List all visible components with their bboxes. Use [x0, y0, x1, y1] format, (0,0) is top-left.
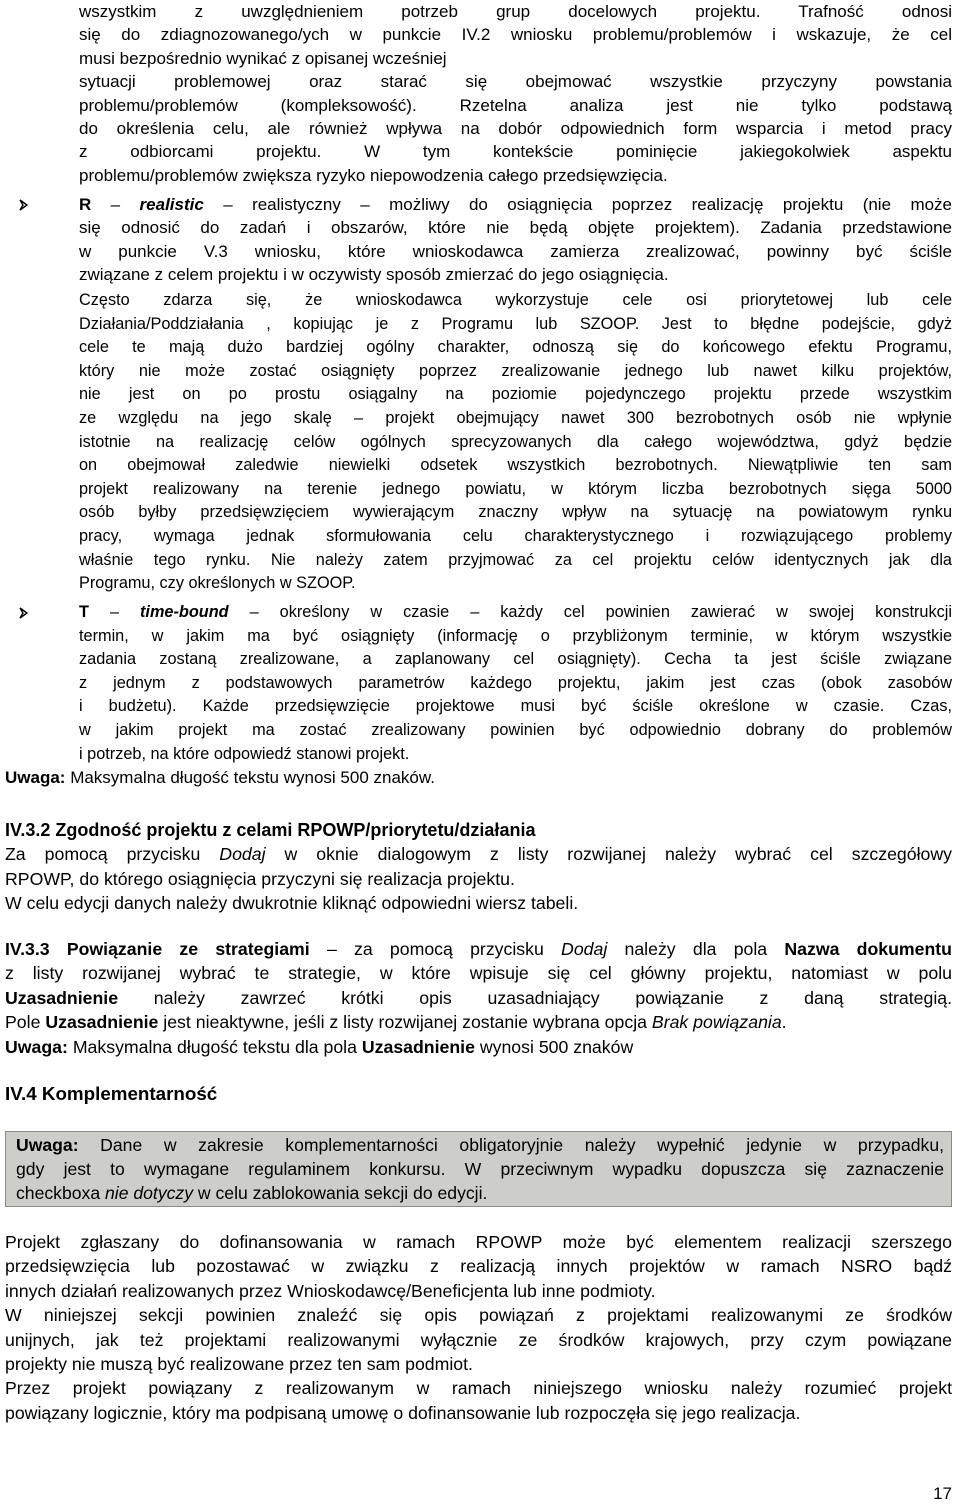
text-line: właśnie tego rynku. Nie należy zatem przyjmować za cel projektu celów identycznych jak dla [79, 550, 952, 569]
note-label: Uwaga: [5, 768, 66, 787]
section-iv-3-3 [0, 937, 960, 1059]
text-line: gdy jest to wymagane regulaminem konkursu. W przeciwnym wypadku dopuszcza się zaznaczenie [16, 1159, 944, 1180]
text-line: Działania/Poddziałania , kopiując je z Programu lub SZOOP. Jest to błędne podejście, gdyż [79, 314, 952, 333]
note-box-text [16, 1133, 944, 1206]
text-line: który nie może zostać osiągnięty poprzez zrealizowanie jednego lub nawet kilku projektów, [79, 361, 952, 380]
text-run: . [781, 1012, 787, 1033]
text-line: się do zdiagnozowanego/ych w punkcie IV.2 wniosku problemu/problemów i wskazuje, że cel [79, 25, 952, 45]
text-run: checkboxa [16, 1183, 105, 1204]
text-run: w oknie dialogowym z listy rozwijanej należy wybrać cel szczegółowy [265, 844, 952, 865]
text-line: ze względu na jego skalę – projekt obejmujący nawet 300 bezrobotnych osób nie wpłynie [79, 408, 952, 427]
bullet-first-line [79, 601, 952, 625]
field-name: Uzasadnienie [45, 1012, 159, 1033]
intro-paragraph [0, 0, 960, 187]
bullet-first-line [79, 193, 952, 216]
text-run: wynosi 500 znaków [474, 1036, 634, 1057]
bullet-letter: R [79, 195, 92, 214]
bullet-keyword: realistic [139, 195, 204, 214]
text-run: Maksymalna długość tekstu dla pola [67, 1036, 362, 1057]
text-run: Pole [5, 1012, 46, 1033]
option-name: Brak powiązania [651, 1012, 782, 1033]
text-line: Projekt zgłaszany do dofinansowania w ramach RPOWP może być elementem realizacji szerszego [5, 1232, 952, 1252]
text-run: jest nieaktywne, jeśli z listy rozwijanej zostanie wybrana opcja [158, 1012, 652, 1033]
text-run: Za pomocą przycisku [5, 844, 220, 865]
note-label: Uwaga: [5, 1036, 68, 1057]
text-line: wszystkim z uwzględnieniem potrzeb grup docelowych projektu. Trafność odnosi [79, 2, 952, 21]
note-text: Maksymalna długość tekstu wynosi 500 znaków. [65, 768, 435, 787]
text-line [5, 1035, 952, 1059]
text-line: z jednym z podstawowych parametrów każdego projektu, jakim jest czas (obok zasobów [79, 673, 952, 692]
text-line: Często zdarza się, że wnioskodawca wykorzystuje cele osi priorytetowej lub cele [79, 291, 952, 309]
text-line [16, 1181, 944, 1205]
note-max-length [0, 766, 960, 789]
section-iv-4-heading [0, 1083, 960, 1105]
button-name-dodaj: Dodaj [219, 844, 266, 865]
text-line: związane z celem projektu i w oczywisty sposób zmierzać do jego osiągnięcia. [79, 265, 669, 285]
text-line: Przez projekt powiązany z realizowanym w ramach niniejszego wniosku należy rozumieć projekt [5, 1378, 952, 1399]
text-line: musi bezpośrednio wynikać z opisanej wcześniej [79, 48, 447, 68]
text-line: W celu edycji danych należy dwukrotnie kliknąć odpowiedni wiersz tabeli. [5, 893, 579, 914]
text-line: z listy rozwijanej wybrać te strategie, w które wpisuje się cel główny projektu, natomiast w polu [5, 963, 952, 984]
text-line: Programu, czy określonych w SZOOP. [79, 574, 356, 593]
field-name: Uzasadnienie [5, 987, 119, 1008]
text-line: problemu/problemów zwiększa ryzyko niepowodzenia całego przedsięwzięcia. [79, 165, 668, 185]
text-run: – za pomocą przycisku [309, 939, 562, 959]
text-run: należy zawrzeć krótki opis uzasadniający powiązanie z daną strategią. [118, 987, 952, 1008]
text-line: i budżetu). Każde przedsięwzięcie projektowe musi być ściśle określone w czasie. Czas, [79, 697, 952, 716]
text-line [5, 986, 952, 1010]
text-line: zadania zostaną zrealizowane, a zaplanowany cel osiągnięty). Cecha ta jest ściśle związane [79, 650, 952, 669]
text-line: RPOWP, do którego osiągnięcia przyczyni się realizacja projektu. [5, 868, 515, 889]
text-line: powiązany logicznie, który ma podpisaną umowę o dofinansowanie lub rozpoczęła się jego realizacja. [5, 1402, 801, 1423]
text-run: w celu zablokowania sekcji do edycji. [193, 1183, 488, 1204]
complementarity-paragraphs [0, 1230, 960, 1425]
text-run: Dane w zakresie komplementarności obligatoryjnie należy wypełnić jedynie w przypadku, [78, 1135, 944, 1155]
text-line: przedsięwzięcia lub pozostawać w związku z realizacją innych projektów w ramach NSRO bądź [5, 1256, 952, 1277]
bullet-realistic [0, 193, 960, 287]
text-line: pracy, wymaga jednak sformułowania celu charakterystycznego i rozwiązującego problemy [79, 526, 952, 545]
checkbox-name: nie dotyczy [105, 1183, 194, 1204]
text-line: projekty nie muszą być realizowane przez ten sam podmiot. [5, 1354, 473, 1375]
text-line: i potrzeb, na które odpowiedź stanowi projekt. [79, 744, 410, 763]
text-line: problemu/problemów (kompleksowość). Rzetelna analiza jest nie tylko podstawą [79, 95, 952, 115]
field-name: Uzasadnienie [361, 1036, 475, 1057]
text-line: się odnosić do zadań i obszarów, które nie będą objęte projektem). Zadania przedstawione [79, 218, 952, 238]
text-line [5, 1010, 952, 1034]
text-line: on obejmował zaledwie niewielki odsetek wszystkich bezrobotnych. Niewątpliwie ten sam [79, 456, 952, 475]
bullet-time-bound [0, 601, 960, 766]
text-line: cele te mają dużo bardziej ogólny charakter, odnoszą się do końcowego efektu Programu, [79, 338, 952, 357]
section-heading: IV.3.2 Zgodność projektu z celami RPOWP/priorytetu/działania [5, 820, 536, 840]
page-number: 17 [933, 1484, 952, 1503]
section-iv-3-2 [0, 818, 960, 916]
text-line: unijnych, jak też projektami realizowanymi wyłącznie ze środków krajowych, przy czym powiązane [5, 1329, 952, 1350]
bullet-realistic-paragraph [0, 289, 960, 596]
field-name: Nazwa dokumentu [784, 939, 952, 959]
text-line: istotnie na realizację celów ogólnych sprecyzowanych dla całego województwa, gdyż będzie [79, 432, 952, 451]
text-line: innych działań realizowanych przez Wnioskodawcę/Beneficjenta lub inne podmioty. [5, 1280, 656, 1301]
section-heading: IV.4 Komplementarność [5, 1083, 218, 1104]
bullet-text: – realistyczny – możliwy do osiągnięcia poprzez realizację projektu (nie może [203, 195, 953, 214]
text-line: osób byłby przedsięwzięciem wywierającym znaczny wpływ na sytuację na powiatowym rynku [79, 503, 952, 522]
text-line [5, 937, 952, 961]
dash: – [91, 195, 140, 214]
button-name-dodaj: Dodaj [561, 939, 608, 959]
text-line: sytuacji problemowej oraz starać się obejmować wszystkie przyczyny powstania [79, 72, 952, 92]
bullet-text: – określony w czasie – każdy cel powinien zawierać w swojej konstrukcji [228, 603, 952, 621]
text-line: projekt realizowany na terenie jednego powiatu, w którym liczba bezrobotnych sięga 5000 [79, 479, 952, 498]
text-line: w punkcie V.3 wniosku, które wnioskodawca zamierza zrealizować, powinny być ściśle [79, 241, 952, 261]
text-line: W niniejszej sekcji powinien znaleźć się opis powiązań z projektami realizowanymi ze środków [5, 1305, 952, 1326]
text-line: z odbiorcami projektu. W tym kontekście pominięcie jakiegokolwiek aspektu [79, 142, 952, 162]
text-line: do określenia celu, ale również wpływa na dobór odpowiednich form wsparcia i metod pracy [79, 119, 952, 139]
text-run: należy dla pola [607, 939, 785, 959]
text-line: termin, w jakim ma być osiągnięty (informację o przybliżonym terminie, w którym wszystkie [79, 626, 952, 645]
bullet-keyword: time-bound [140, 603, 229, 621]
section-heading: IV.3.3 Powiązanie ze strategiami [5, 939, 310, 959]
text-line: nie jest on po prostu osiągalny na poziomie pojedynczego projektu przede wszystkim [79, 385, 952, 404]
text-line: w jakim projekt ma zostać zrealizowany powinien być odpowiednio dobrany do problemów [79, 720, 952, 739]
note-label: Uwaga: [16, 1135, 79, 1155]
dash: – [88, 603, 140, 621]
bullet-letter: T [79, 603, 89, 621]
text-line [16, 1133, 944, 1157]
text-line [5, 842, 952, 866]
